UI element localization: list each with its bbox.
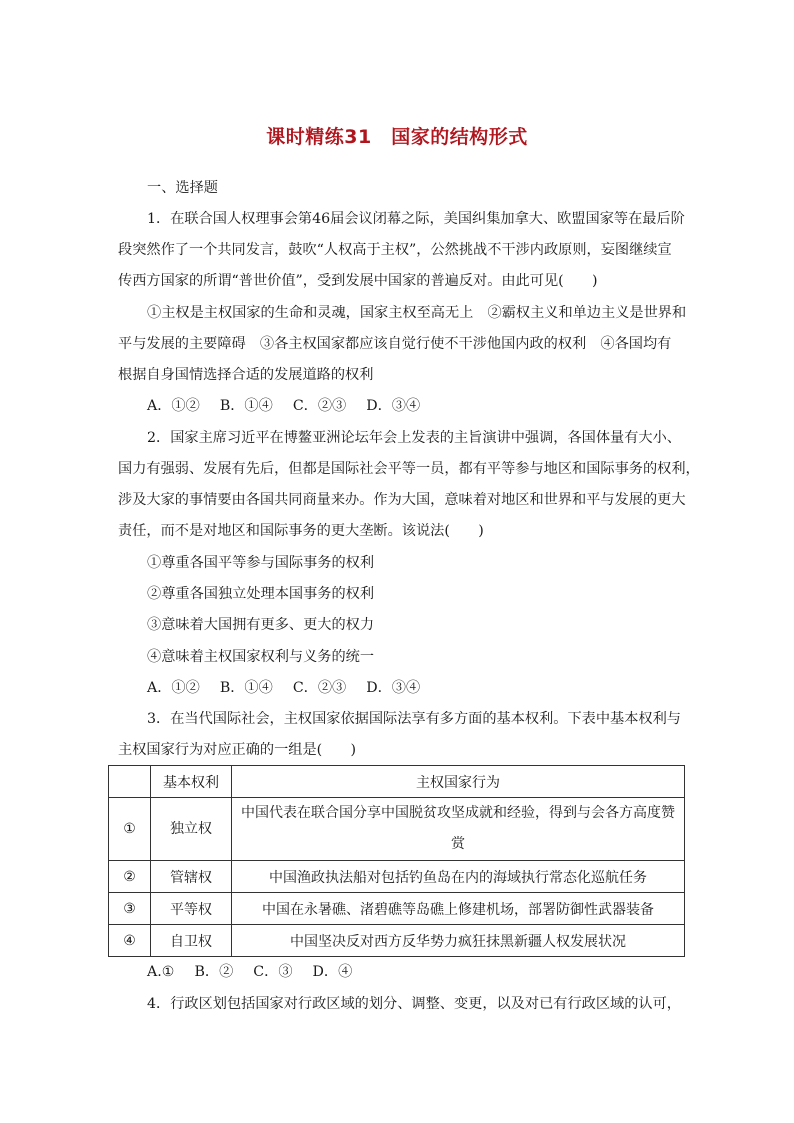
row-action-line: 赏 (451, 836, 465, 852)
table-header-cell: 主权国家行为 (232, 766, 685, 798)
row-right: 独立权 (151, 798, 232, 861)
q2-line: 涉及大家的事情要由各国共同商量来办。作为大国，意味着对地区和世界和平与发展的更大 (118, 492, 686, 508)
q1-line: 段突然作了一个共同发言，鼓吹“人权高于主权”，公然挑战不干涉内政原则，妄图继续宣 (118, 242, 672, 258)
row-action: 中国坚决反对西方反华势力疯狂抹黑新疆人权发展状况 (232, 925, 685, 957)
table-row (109, 798, 685, 861)
q1-statement: ①主权是主权国家的生命和灵魂，国家主权至高无上 ②霸权主义和单边主义是世界和 (147, 305, 687, 321)
row-number: ① (109, 798, 151, 861)
section-heading: 一、选择题 (147, 180, 218, 196)
q1-line: 1．在联合国人权理事会第46届会议闭幕之际，美国纠集加拿大、欧盟国家等在最后阶 (147, 211, 685, 227)
q2-statement: ①尊重各国平等参与国际事务的权利 (147, 555, 375, 571)
row-action-line: 中国代表在联合国分享中国脱贫攻坚成就和经验，得到与会各方高度赞 (241, 805, 675, 821)
q1-statement: 根据自身国情选择合适的发展道路的权利 (118, 367, 374, 383)
row-right: 自卫权 (151, 925, 232, 957)
row-number: ② (109, 861, 151, 893)
table-header-row (109, 766, 685, 798)
row-number: ③ (109, 893, 151, 925)
q3-line: 3．在当代国际社会，主权国家依据国际法享有多方面的基本权利。下表中基本权利与 (147, 711, 681, 727)
q2-line: 2．国家主席习近平在博鳌亚洲论坛年会上发表的主旨演讲中强调，各国体量有大小、 (147, 430, 681, 446)
option-a[interactable]: A.① (147, 964, 175, 980)
q4-line: 4．行政区划包括国家对行政区域的划分、调整、变更，以及对已有行政区域的认可， (147, 996, 681, 1012)
q2-statement: ②尊重各国独立处理本国事务的权利 (147, 586, 375, 602)
q2-line: 国力有强弱、发展有先后，但都是国际社会平等一员，都有平等参与地区和国际事务的权利， (118, 461, 700, 477)
option-d[interactable]: D．③④ (366, 398, 421, 414)
option-a[interactable]: A．①② (147, 680, 200, 696)
option-d[interactable]: D．④ (312, 964, 353, 980)
table-row (109, 925, 685, 957)
option-d[interactable]: D．③④ (366, 680, 421, 696)
page-title: 课时精练31 国家的结构形式 (266, 126, 528, 148)
option-b[interactable]: B．①④ (219, 680, 273, 696)
q3-line: 主权国家行为对应正确的一组是( ) (118, 742, 357, 758)
q2-statement: ④意味着主权国家权利与义务的统一 (147, 649, 375, 665)
rights-table (108, 765, 685, 957)
q1-line: 传西方国家的所谓“普世价值”，受到发展中国家的普遍反对。由此可见( ) (118, 273, 598, 289)
option-c[interactable]: C．②③ (292, 680, 347, 696)
q3-options (147, 963, 372, 981)
row-action: 中国渔政执法船对包括钓鱼岛在内的海域执行常态化巡航任务 (232, 861, 685, 893)
q2-statement: ③意味着大国拥有更多、更大的权力 (147, 617, 375, 633)
q2-options (147, 679, 440, 697)
option-b[interactable]: B．①④ (219, 398, 273, 414)
row-right: 平等权 (151, 893, 232, 925)
table-row (109, 861, 685, 893)
row-number: ④ (109, 925, 151, 957)
row-action: 中国在永暑礁、渚碧礁等岛礁上修建机场，部署防御性武器装备 (232, 893, 685, 925)
q1-options (147, 397, 440, 415)
table-header-cell: 基本权利 (151, 766, 232, 798)
table-header-cell (109, 766, 151, 798)
option-c[interactable]: C．②③ (292, 398, 347, 414)
option-c[interactable]: C．③ (253, 964, 293, 980)
row-action (232, 798, 685, 861)
row-right: 管辖权 (151, 861, 232, 893)
option-a[interactable]: A．①② (147, 398, 200, 414)
q1-statement: 平与发展的主要障碍 ③各主权国家都应该自觉行使不干涉他国内政的权利 ④各国均有 (118, 336, 672, 352)
option-b[interactable]: B．② (194, 964, 234, 980)
q2-line: 责任，而不是对地区和国际事务的更大垄断。该说法( ) (118, 523, 484, 539)
table-row (109, 893, 685, 925)
